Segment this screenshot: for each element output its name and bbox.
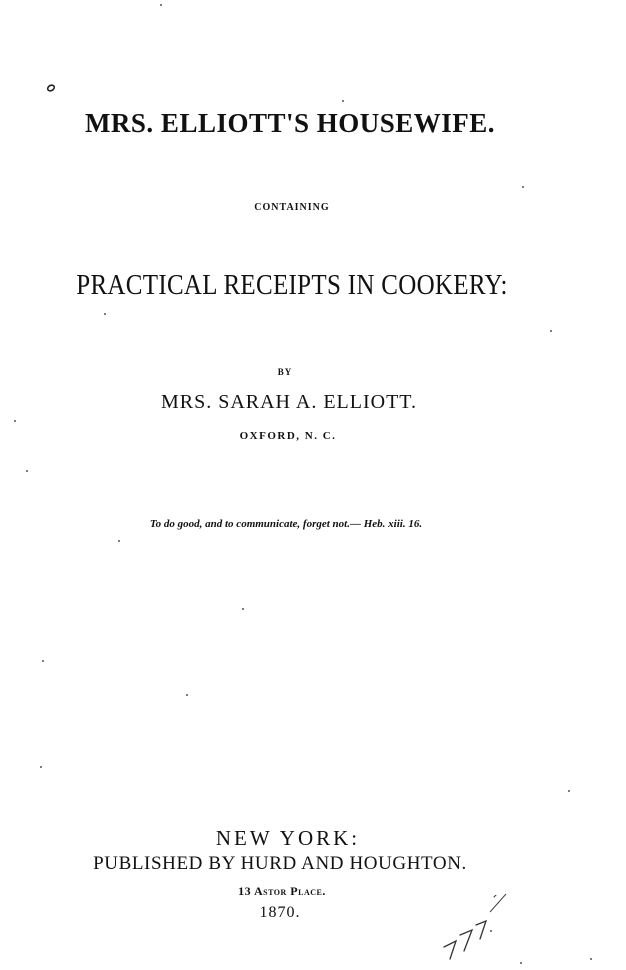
scan-speck bbox=[160, 4, 162, 6]
ink-mark-icon bbox=[46, 80, 56, 98]
scan-speck bbox=[26, 470, 28, 472]
by-label: BY bbox=[277, 367, 293, 377]
scan-speck bbox=[42, 660, 44, 662]
scan-speck bbox=[520, 962, 522, 964]
pencil-stroke bbox=[488, 892, 508, 919]
imprint-city: NEW YORK: bbox=[215, 826, 361, 850]
scan-speck bbox=[14, 420, 16, 422]
author-location: OXFORD, N. C. bbox=[239, 430, 337, 442]
scan-speck bbox=[242, 608, 244, 610]
scan-speck bbox=[590, 958, 592, 960]
scan-speck bbox=[522, 186, 524, 188]
scan-speck bbox=[40, 766, 42, 768]
imprint-year: 1870. bbox=[259, 904, 301, 921]
scan-speck bbox=[104, 313, 106, 315]
book-subtitle: PRACTICAL RECEIPTS IN COOKERY: bbox=[76, 270, 508, 301]
author-name: MRS. SARAH A. ELLIOTT. bbox=[160, 391, 418, 413]
book-title: MRS. ELLIOTT'S HOUSEWIFE. bbox=[84, 108, 496, 138]
containing-label: CONTAINING bbox=[254, 202, 330, 213]
scan-speck bbox=[550, 330, 552, 332]
scan-speck bbox=[186, 694, 188, 696]
scan-speck bbox=[490, 930, 492, 932]
scan-speck bbox=[118, 540, 120, 542]
imprint-publisher: PUBLISHED BY HURD AND HOUGHTON. bbox=[93, 853, 467, 874]
scan-speck bbox=[342, 100, 344, 102]
epigraph: To do good, and to communicate, forget not.— Heb. xiii. 16. bbox=[149, 518, 423, 530]
imprint-address: 13 Astor Place. bbox=[238, 884, 326, 898]
scan-speck bbox=[568, 790, 570, 792]
